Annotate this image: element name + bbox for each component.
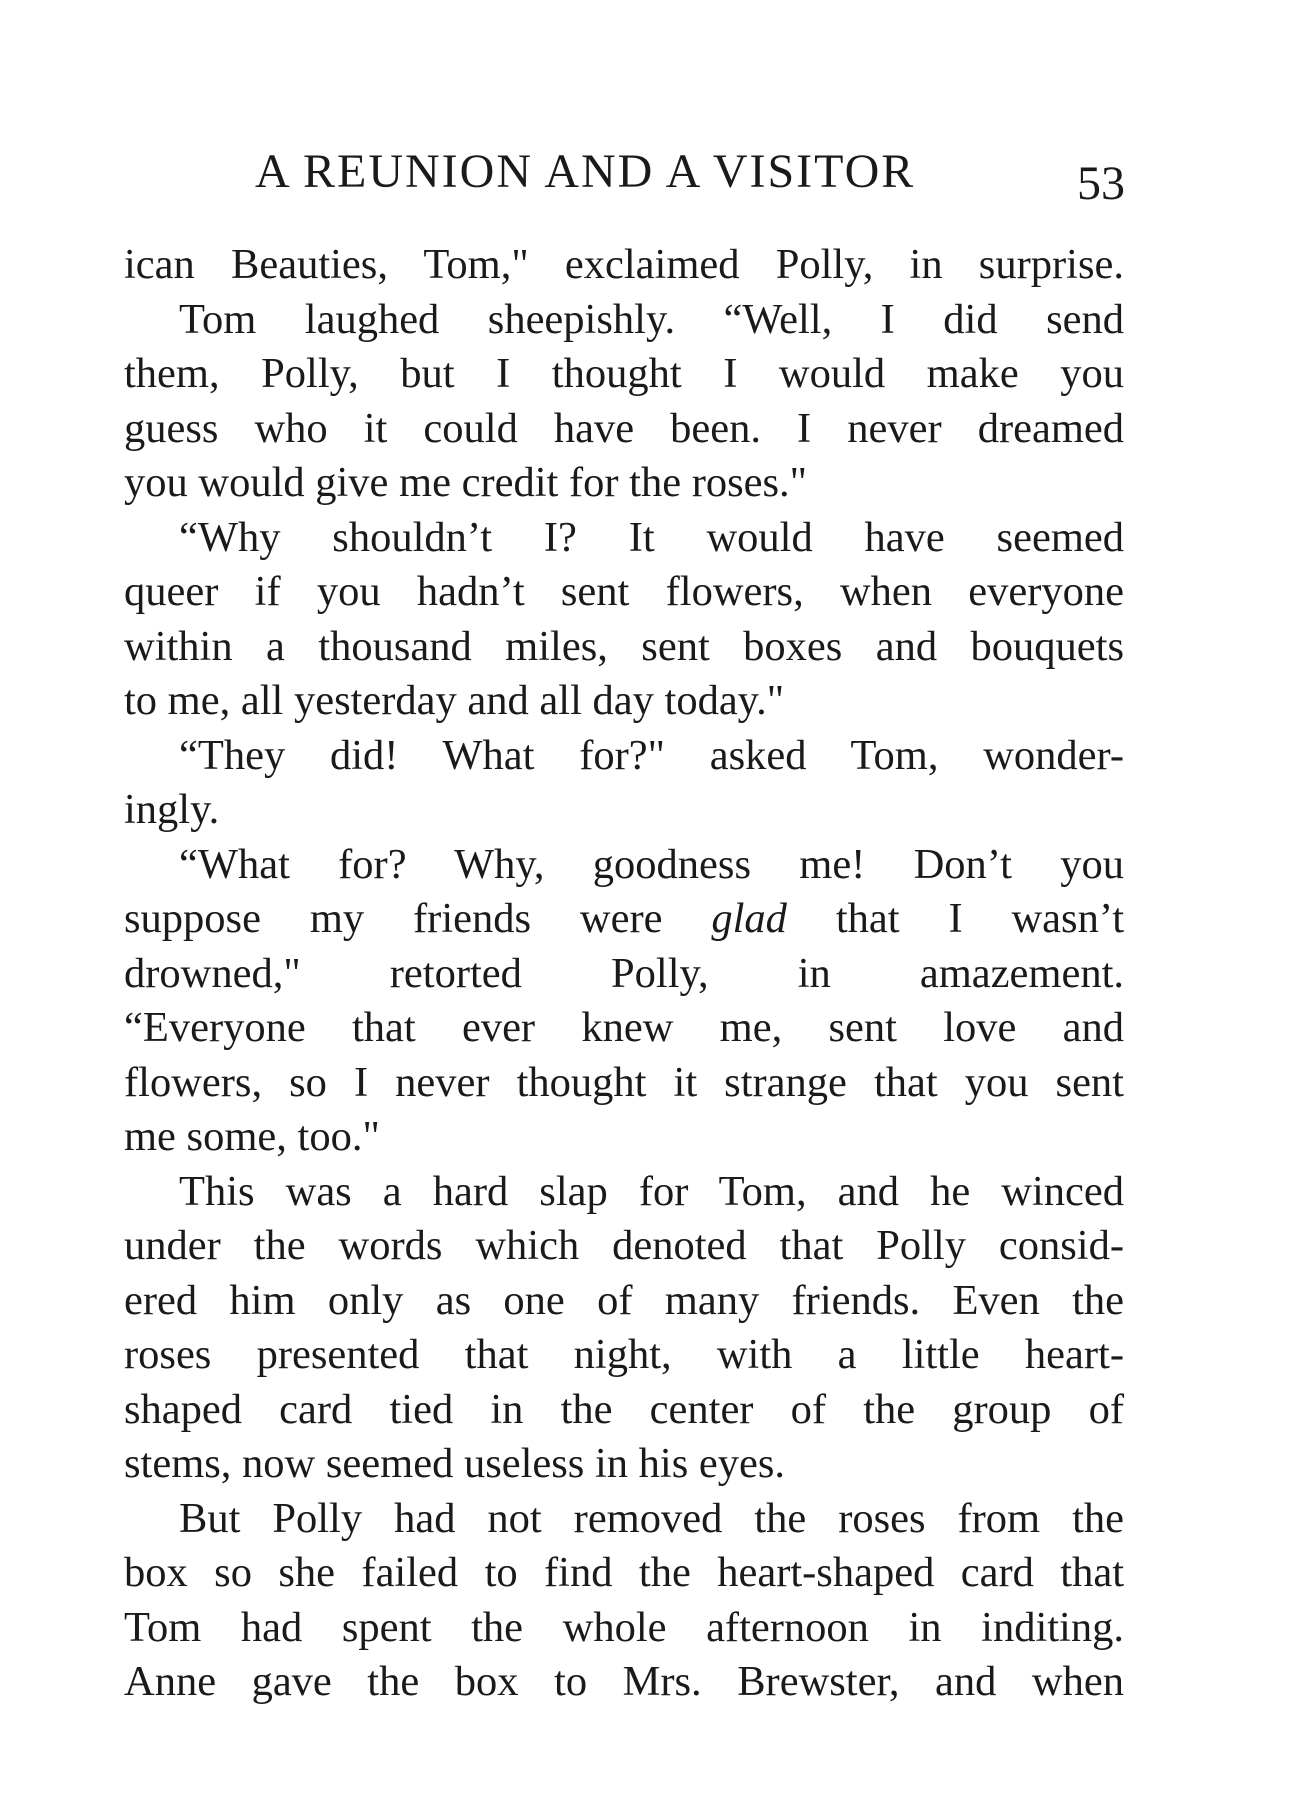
text-line: guess who it could have been. I never dreamed [124, 404, 1124, 452]
text-line: drowned," retorted Polly, in amazement. [124, 949, 1124, 997]
text-line: flowers, so I never thought it strange that you sent [124, 1058, 1124, 1106]
text-line: “Why shouldn’t I? It would have seemed [179, 513, 1124, 561]
text-line: “What for? Why, goodness me! Don’t you [179, 840, 1124, 888]
text-line: Anne gave the box to Mrs. Brewster, and when [124, 1658, 1124, 1705]
text-segment: suppose my friends were [124, 895, 663, 942]
text-line: Tom had spent the whole afternoon in inditing. [124, 1603, 1124, 1651]
text-line: box so she failed to find the heart-shaped card that [124, 1549, 1124, 1596]
text-line: But Polly had not removed the roses from the [179, 1494, 1124, 1542]
running-title: A REUNION AND A VISITOR [255, 145, 916, 198]
text-line: to me, all yesterday and all day today." [124, 677, 785, 724]
text-line: roses presented that night, with a little heart- [124, 1331, 1124, 1378]
text-line: ingly. [124, 786, 220, 833]
text-line: This was a hard slap for Tom, and he winced [179, 1167, 1124, 1215]
text-line: shaped card tied in the center of the group of [124, 1385, 1124, 1433]
text-line: them, Polly, but I thought I would make you [124, 350, 1124, 397]
text-line: “They did! What for?" asked Tom, wonder- [179, 731, 1124, 779]
text-line-with-italic [124, 892, 1124, 947]
text-line: ican Beauties, Tom," exclaimed Polly, in surprise. [124, 241, 1124, 288]
italic-word: glad [711, 895, 787, 942]
text-line: stems, now seemed useless in his eyes. [124, 1440, 786, 1487]
text-line: me some, too." [124, 1113, 380, 1160]
text-line: Tom laughed sheepishly. “Well, I did send [179, 295, 1124, 343]
text-line: “Everyone that ever knew me, sent love and [124, 1004, 1124, 1051]
text-line: within a thousand miles, sent boxes and bouquets [124, 622, 1124, 670]
text-segment: that I wasn’t [835, 895, 1125, 942]
text-line: ered him only as one of many friends. Even the [124, 1276, 1124, 1324]
text-line: you would give me credit for the roses." [124, 459, 808, 506]
page-number: 53 [1077, 157, 1125, 210]
text-line: under the words which denoted that Polly consid- [124, 1222, 1124, 1269]
body-text [124, 238, 1124, 1710]
text-line: queer if you hadn’t sent flowers, when everyone [124, 568, 1124, 615]
